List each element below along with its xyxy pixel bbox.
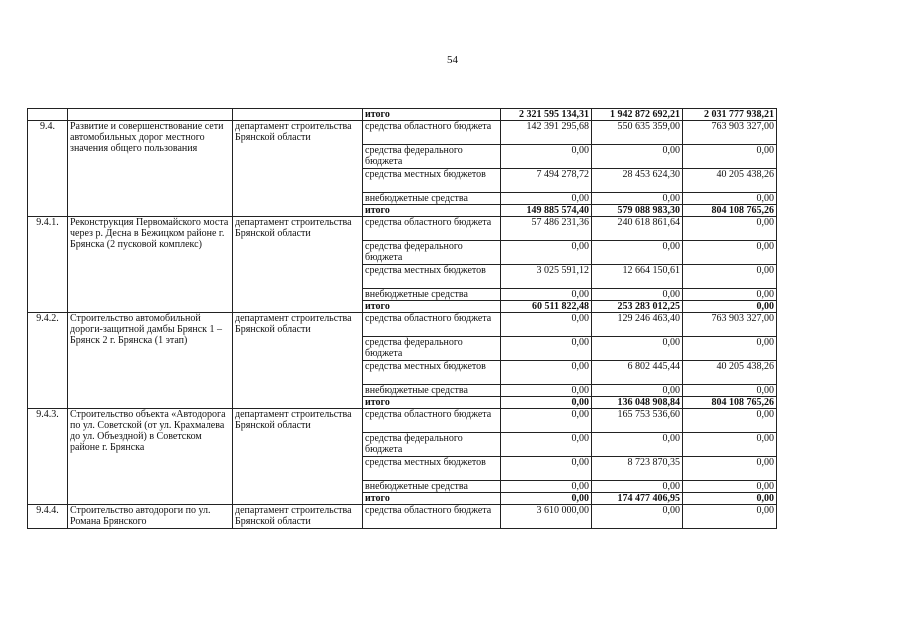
amount-year-1: 3 610 000,00: [501, 505, 592, 529]
amount-year-3: 0,00: [683, 241, 777, 265]
amount-year-3: 763 903 327,00: [683, 313, 777, 337]
funding-source-label: средства местных бюджетов: [363, 169, 501, 193]
table-row: [28, 505, 777, 529]
amount-year-2: 240 618 861,64: [592, 217, 683, 241]
amount-year-1: 0,00: [501, 481, 592, 493]
amount-year-3: 0,00: [683, 217, 777, 241]
amount-year-2: 0,00: [592, 145, 683, 169]
funding-source-label: средства областного бюджета: [363, 505, 501, 529]
amount-year-1: 0,00: [501, 241, 592, 265]
amount-year-3: 0,00: [683, 337, 777, 361]
budget-table-body: [28, 109, 777, 529]
amount-year-1: 57 486 231,36: [501, 217, 592, 241]
amount-year-2: 253 283 012,25: [592, 301, 683, 313]
amount-year-3: 0,00: [683, 385, 777, 397]
funding-source-label: средства местных бюджетов: [363, 361, 501, 385]
funding-source-label: внебюджетные средства: [363, 385, 501, 397]
amount-year-2: 12 664 150,61: [592, 265, 683, 289]
amount-year-1: 60 511 822,48: [501, 301, 592, 313]
amount-year-1: 7 494 278,72: [501, 169, 592, 193]
amount-year-1: 0,00: [501, 409, 592, 433]
amount-year-3: 0,00: [683, 145, 777, 169]
table-row: [28, 313, 777, 337]
amount-year-1: 0,00: [501, 397, 592, 409]
funding-source-label: итого: [363, 397, 501, 409]
amount-year-1: 0,00: [501, 457, 592, 481]
amount-year-1: 0,00: [501, 433, 592, 457]
funding-source-label: средства областного бюджета: [363, 121, 501, 145]
amount-year-2: 550 635 359,00: [592, 121, 683, 145]
amount-year-1: 0,00: [501, 145, 592, 169]
funding-source-label: средства областного бюджета: [363, 409, 501, 433]
item-name: Реконструкция Первомайского моста через р. Десна в Бежицком районе г. Брянска (2 пусковой комплекс): [68, 217, 233, 313]
amount-year-2: 6 802 445,44: [592, 361, 683, 385]
amount-year-3: 0,00: [683, 193, 777, 205]
item-number: 9.4.1.: [28, 217, 68, 313]
amount-year-1: 0,00: [501, 337, 592, 361]
amount-year-3: 804 108 765,26: [683, 397, 777, 409]
amount-year-3: 0,00: [683, 289, 777, 301]
responsible-department: департамент строительства Брянской области: [233, 409, 363, 505]
amount-year-2: 0,00: [592, 505, 683, 529]
cell-empty: [233, 109, 363, 121]
amount-year-2: 0,00: [592, 289, 683, 301]
item-name: Строительство автомобильной дороги-защитной дамбы Брянск 1 – Брянск 2 г. Брянска (1 этап): [68, 313, 233, 409]
amount-year-2: 174 477 406,95: [592, 493, 683, 505]
amount-year-1: 0,00: [501, 361, 592, 385]
table-row: [28, 217, 777, 241]
funding-source-label: средства местных бюджетов: [363, 457, 501, 481]
funding-source-label: средства областного бюджета: [363, 313, 501, 337]
amount-year-3: 763 903 327,00: [683, 121, 777, 145]
funding-source-label: внебюджетные средства: [363, 289, 501, 301]
funding-source-label: средства федерального бюджета: [363, 241, 501, 265]
item-name: Строительство автодороги по ул. Романа Брянского: [68, 505, 233, 529]
funding-source-label: средства федерального бюджета: [363, 337, 501, 361]
amount-year-1: 0,00: [501, 493, 592, 505]
amount-year-2: 1 942 872 692,21: [592, 109, 683, 121]
amount-year-2: 0,00: [592, 433, 683, 457]
cell-empty: [28, 109, 68, 121]
amount-year-2: 136 048 908,84: [592, 397, 683, 409]
amount-year-3: 0,00: [683, 505, 777, 529]
amount-year-2: 0,00: [592, 385, 683, 397]
amount-year-2: 579 088 983,30: [592, 205, 683, 217]
amount-year-3: 0,00: [683, 265, 777, 289]
amount-year-2: 0,00: [592, 481, 683, 493]
amount-year-3: 40 205 438,26: [683, 361, 777, 385]
amount-year-3: 0,00: [683, 481, 777, 493]
amount-year-2: 28 453 624,30: [592, 169, 683, 193]
funding-source-label: средства областного бюджета: [363, 217, 501, 241]
cell-empty: [68, 109, 233, 121]
budget-table: [27, 108, 777, 529]
funding-source-label: итого: [363, 205, 501, 217]
funding-source-label: итого: [363, 301, 501, 313]
funding-source-label: средства местных бюджетов: [363, 265, 501, 289]
amount-year-2: 0,00: [592, 241, 683, 265]
item-number: 9.4.4.: [28, 505, 68, 529]
amount-year-2: 8 723 870,35: [592, 457, 683, 481]
amount-year-3: 2 031 777 938,21: [683, 109, 777, 121]
item-number: 9.4.: [28, 121, 68, 217]
amount-year-3: 40 205 438,26: [683, 169, 777, 193]
funding-source-label: итого: [363, 109, 501, 121]
amount-year-1: 2 321 595 134,31: [501, 109, 592, 121]
amount-year-3: 804 108 765,26: [683, 205, 777, 217]
funding-source-label: внебюджетные средства: [363, 481, 501, 493]
funding-source-label: средства федерального бюджета: [363, 145, 501, 169]
responsible-department: департамент строительства Брянской области: [233, 313, 363, 409]
table-row-top-total: [28, 109, 777, 121]
amount-year-1: 0,00: [501, 289, 592, 301]
item-number: 9.4.3.: [28, 409, 68, 505]
amount-year-2: 0,00: [592, 193, 683, 205]
amount-year-1: 0,00: [501, 385, 592, 397]
table-row: [28, 409, 777, 433]
amount-year-2: 129 246 463,40: [592, 313, 683, 337]
funding-source-label: итого: [363, 493, 501, 505]
amount-year-2: 0,00: [592, 337, 683, 361]
amount-year-3: 0,00: [683, 301, 777, 313]
item-name: Развитие и совершенствование сети автомобильных дорог местного значения общего пользования: [68, 121, 233, 217]
amount-year-3: 0,00: [683, 409, 777, 433]
amount-year-2: 165 753 536,60: [592, 409, 683, 433]
amount-year-1: 0,00: [501, 193, 592, 205]
amount-year-1: 3 025 591,12: [501, 265, 592, 289]
table-row: [28, 121, 777, 145]
item-number: 9.4.2.: [28, 313, 68, 409]
responsible-department: департамент строительства Брянской области: [233, 217, 363, 313]
amount-year-3: 0,00: [683, 457, 777, 481]
amount-year-1: 149 885 574,40: [501, 205, 592, 217]
amount-year-1: 0,00: [501, 313, 592, 337]
responsible-department: департамент строительства Брянской области: [233, 121, 363, 217]
funding-source-label: средства федерального бюджета: [363, 433, 501, 457]
funding-source-label: внебюджетные средства: [363, 193, 501, 205]
page-number: 54: [447, 54, 458, 66]
amount-year-3: 0,00: [683, 433, 777, 457]
item-name: Строительство объекта «Автодорога по ул. Советской (от ул. Крахмалева до ул. Объездной) в Советском районе г. Брянска: [68, 409, 233, 505]
amount-year-3: 0,00: [683, 493, 777, 505]
amount-year-1: 142 391 295,68: [501, 121, 592, 145]
responsible-department: департамент строительства Брянской области: [233, 505, 363, 529]
